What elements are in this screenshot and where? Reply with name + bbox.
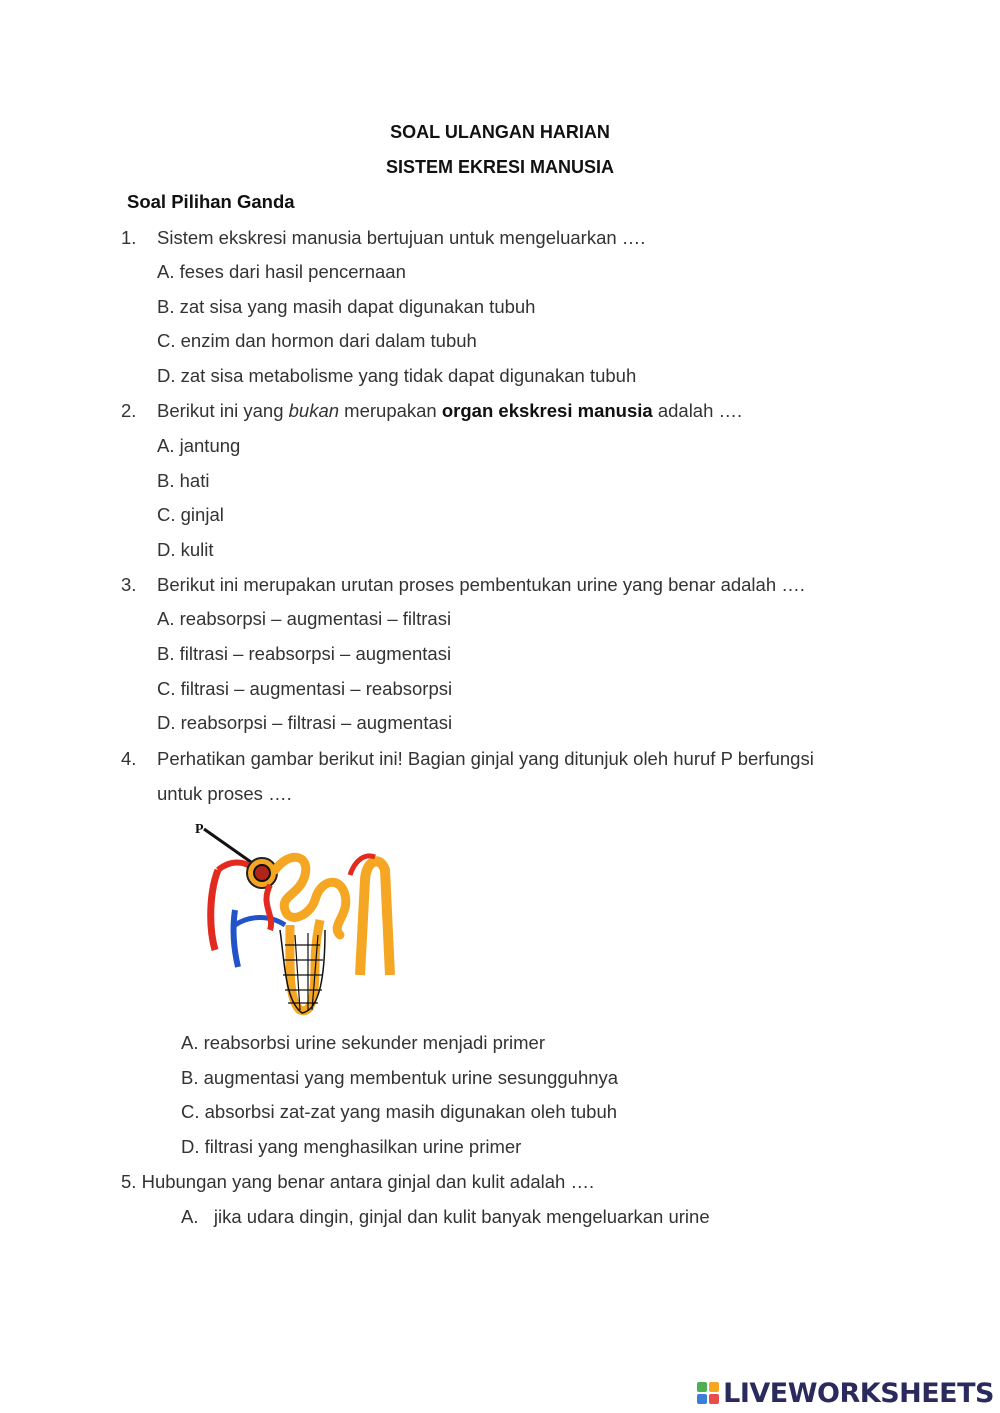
logo-text: LIVEWORKSHEETS bbox=[723, 1377, 994, 1409]
nephron-diagram bbox=[190, 815, 410, 1025]
question-text-continued: untuk proses …. bbox=[157, 783, 292, 804]
red-vessel bbox=[211, 870, 218, 950]
question-number: 1. bbox=[121, 227, 137, 248]
question-text: Hubungan yang benar antara ginjal dan kulit adalah …. bbox=[141, 1171, 595, 1192]
question-text-part: merupakan bbox=[339, 400, 442, 421]
page-subtitle: SISTEM EKRESI MANUSIA bbox=[385, 157, 615, 177]
option-a[interactable] bbox=[181, 1206, 710, 1228]
section-heading: Soal Pilihan Ganda bbox=[127, 191, 295, 212]
option-b[interactable]: B. zat sisa yang masih dapat digunakan tubuh bbox=[157, 296, 536, 317]
option-a[interactable]: A. jantung bbox=[157, 435, 241, 456]
question-number: 3. bbox=[121, 574, 137, 595]
option-b[interactable]: B. filtrasi – reabsorpsi – augmentasi bbox=[157, 643, 452, 664]
option-d[interactable]: D. filtrasi yang menghasilkan urine primer bbox=[181, 1136, 522, 1157]
question-text bbox=[157, 400, 742, 422]
question-text: Perhatikan gambar berikut ini! Bagian ginjal yang ditunjuk oleh huruf P berfungsi bbox=[157, 748, 814, 769]
glomerulus bbox=[254, 865, 270, 881]
option-c[interactable]: C. absorbsi zat-zat yang masih digunakan oleh tubuh bbox=[181, 1101, 618, 1122]
question-number: 2. bbox=[121, 400, 137, 421]
question-text-part: Berikut ini yang bbox=[157, 400, 289, 421]
option-a[interactable]: A. reabsorbsi urine sekunder menjadi primer bbox=[181, 1032, 546, 1053]
option-b[interactable]: B. hati bbox=[157, 470, 210, 491]
liveworksheets-logo[interactable] bbox=[697, 1378, 994, 1408]
option-text: jika udara dingin, ginjal dan kulit banyak mengeluarkan urine bbox=[213, 1206, 710, 1227]
option-c[interactable]: C. filtrasi – augmentasi – reabsorpsi bbox=[157, 678, 453, 699]
question-number: 5. bbox=[121, 1171, 137, 1192]
red-vessel bbox=[266, 885, 271, 930]
option-c[interactable]: C. ginjal bbox=[157, 504, 224, 525]
figure-label-p: P bbox=[195, 822, 204, 837]
page-title: SOAL ULANGAN HARIAN bbox=[390, 122, 610, 142]
option-b[interactable]: B. augmentasi yang membentuk urine sesungguhnya bbox=[181, 1067, 619, 1088]
option-d[interactable]: D. reabsorpsi – filtrasi – augmentasi bbox=[157, 712, 453, 733]
blue-vessel bbox=[235, 918, 285, 926]
question-text-emphasis: bukan bbox=[288, 400, 340, 421]
logo-icon bbox=[697, 1382, 719, 1404]
option-d[interactable]: D. zat sisa metabolisme yang tidak dapat digunakan tubuh bbox=[157, 365, 637, 386]
option-a[interactable]: A. feses dari hasil pencernaan bbox=[157, 261, 406, 282]
question-text: Berikut ini merupakan urutan proses pembentukan urine yang benar adalah …. bbox=[157, 574, 805, 595]
question-line bbox=[121, 1171, 594, 1193]
option-letter: A. bbox=[181, 1206, 199, 1227]
option-d[interactable]: D. kulit bbox=[157, 539, 214, 560]
question-text: Sistem ekskresi manusia bertujuan untuk mengeluarkan …. bbox=[157, 227, 646, 248]
question-text-strong: organ ekskresi manusia bbox=[441, 400, 653, 421]
question-text-part: adalah …. bbox=[652, 400, 743, 421]
collecting-duct bbox=[360, 861, 390, 975]
question-number: 4. bbox=[121, 748, 137, 769]
blue-vessel bbox=[234, 910, 238, 967]
option-a[interactable]: A. reabsorpsi – augmentasi – filtrasi bbox=[157, 608, 452, 629]
option-c[interactable]: C. enzim dan hormon dari dalam tubuh bbox=[157, 330, 477, 351]
